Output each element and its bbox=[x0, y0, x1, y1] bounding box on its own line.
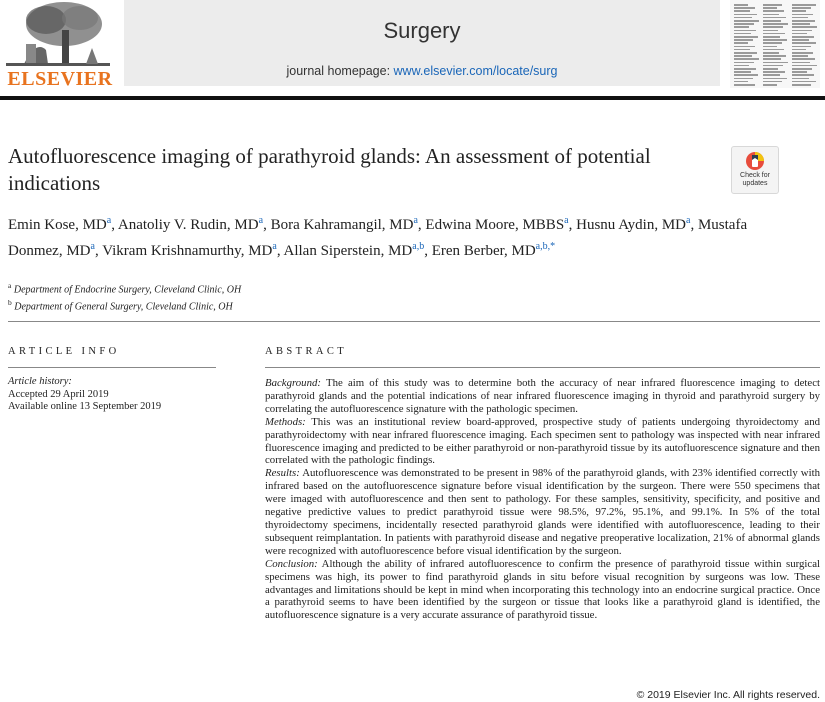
cover-text-line bbox=[734, 78, 753, 80]
abstract-heading: ABSTRACT bbox=[265, 346, 348, 357]
cover-text-line bbox=[763, 23, 788, 25]
cover-text-line bbox=[763, 10, 784, 12]
copyright-notice: © 2019 Elsevier Inc. All rights reserved. bbox=[636, 689, 820, 701]
cover-text-line bbox=[734, 55, 752, 57]
abstract-body bbox=[265, 377, 820, 622]
author-affiliation-marker[interactable]: a bbox=[686, 215, 691, 226]
cover-text-line bbox=[734, 81, 748, 83]
cover-text-line bbox=[792, 55, 808, 57]
author-affiliation-marker[interactable]: a bbox=[413, 215, 418, 226]
journal-homepage-line bbox=[124, 64, 720, 78]
cover-text-line bbox=[734, 58, 759, 60]
journal-homepage-link[interactable]: www.elsevier.com/locate/surg bbox=[393, 64, 558, 78]
cover-text-line bbox=[734, 4, 748, 6]
cover-text-line bbox=[763, 26, 783, 28]
author-separator: , bbox=[111, 217, 118, 233]
cover-text-line bbox=[792, 36, 814, 38]
cover-text-line bbox=[763, 74, 780, 76]
cover-text-line bbox=[734, 10, 750, 12]
affiliations bbox=[8, 279, 608, 314]
cover-text-line bbox=[734, 39, 753, 41]
cover-text-line bbox=[734, 42, 748, 44]
cover-text-line bbox=[734, 52, 757, 54]
affiliation-line bbox=[8, 296, 608, 313]
author-list bbox=[8, 210, 768, 262]
cover-text-line bbox=[734, 17, 752, 19]
cover-text-line bbox=[763, 58, 781, 60]
cover-text-line bbox=[792, 74, 814, 76]
cover-text-line bbox=[734, 68, 756, 70]
cover-text-line bbox=[792, 52, 813, 54]
cover-text-line bbox=[792, 20, 815, 22]
cover-text-line bbox=[763, 42, 782, 44]
elsevier-tree-logo bbox=[6, 0, 110, 70]
article-title: Autofluorescence imaging of parathyroid glands: An assessment of potential indications bbox=[8, 144, 651, 195]
author-separator: , bbox=[690, 217, 698, 233]
article-info-heading: ARTICLE INFO bbox=[8, 346, 120, 357]
cover-text-line bbox=[763, 68, 778, 70]
affiliation-marker: a bbox=[8, 281, 12, 290]
author-affiliation-marker[interactable]: a bbox=[90, 241, 95, 252]
publisher-wordmark: ELSEVIER bbox=[7, 68, 113, 90]
cover-text-line bbox=[734, 62, 754, 64]
cover-text-line bbox=[763, 7, 777, 9]
cover-text-line bbox=[734, 65, 749, 67]
cover-text-line bbox=[792, 78, 809, 80]
homepage-label: journal homepage: bbox=[286, 64, 391, 78]
cover-text-line bbox=[763, 17, 786, 19]
author-affiliation-marker[interactable]: a bbox=[106, 215, 112, 226]
conclusion-text: Although the ability of infrared autofluorescence to confirm the presence of parathyroid tissue within surgical specimens was high, its power to find parathyroid glands in situ before visual recognition by surgeons was low. These advantages and limitations should be kept in mind when incorporating this technology into an endocrine surgical practice. Once a parathyroid seems to have been identified by the surgeon or tissue that looks like a parathyroid gland is identified, the autofluorescence signature is a very accurate assurance of parathyroid tissue. bbox=[265, 557, 820, 622]
journal-masthead bbox=[0, 0, 825, 96]
cover-text-line bbox=[734, 49, 750, 51]
cover-text-line bbox=[792, 68, 812, 70]
cover-text-line bbox=[792, 23, 810, 25]
cover-text-line bbox=[763, 30, 778, 32]
cover-text-line bbox=[763, 46, 777, 48]
cover-text-line bbox=[763, 78, 787, 80]
background-label: Background: bbox=[265, 377, 321, 389]
author-name[interactable]: Bora Kahramangil, MD bbox=[270, 217, 414, 233]
author-name[interactable]: Vikram Krishnamurthy, MD bbox=[102, 243, 273, 259]
cover-text-line bbox=[763, 71, 785, 73]
cover-text-line bbox=[792, 71, 807, 73]
author-separator: , bbox=[417, 217, 426, 233]
abstract-divider bbox=[265, 367, 820, 368]
author-affiliation-marker[interactable]: a,b bbox=[412, 241, 425, 252]
methods-label: Methods: bbox=[265, 415, 306, 428]
author-name[interactable]: Edwina Moore, MBBS bbox=[425, 217, 565, 233]
author-name[interactable]: Eren Berber, MD bbox=[431, 243, 536, 259]
author-affiliation-marker[interactable]: a bbox=[272, 241, 277, 252]
cover-text-line bbox=[763, 62, 788, 64]
cover-text-line bbox=[792, 10, 806, 12]
cover-text-line bbox=[734, 71, 751, 73]
abstract-results bbox=[265, 467, 820, 557]
background-text: The aim of this study was to determine both the accuracy of near infrared fluorescence imaging to detect parathyroid glands and the potential indications of near infrared fluorescence imaging in thyroid and parathyroid surgery by correlating the autofluorescence signature with the pathologic specimen. bbox=[265, 377, 820, 415]
cover-text-line bbox=[792, 14, 813, 16]
cover-text-line bbox=[763, 55, 786, 57]
journal-title[interactable]: Surgery bbox=[383, 18, 461, 43]
cover-text-line bbox=[734, 74, 758, 76]
cover-text-line bbox=[792, 46, 811, 48]
cover-text-line bbox=[792, 84, 811, 86]
cover-text-line bbox=[763, 49, 784, 51]
cover-text-line bbox=[792, 7, 811, 9]
header-divider bbox=[0, 96, 825, 100]
cover-text-line bbox=[734, 30, 756, 32]
crossmark-icon bbox=[745, 151, 765, 171]
elsevier-logo[interactable] bbox=[2, 0, 114, 90]
abstract-methods bbox=[265, 416, 820, 468]
cover-text-line bbox=[792, 39, 809, 41]
cover-text-line bbox=[792, 17, 808, 19]
cover-text-line bbox=[792, 33, 807, 35]
abstract-conclusion bbox=[265, 558, 820, 623]
cover-text-line bbox=[734, 20, 759, 22]
available-online-date: Available online 13 September 2019 bbox=[8, 401, 162, 413]
affiliation-text: Department of General Surgery, Cleveland Clinic, OH bbox=[14, 301, 233, 313]
cover-text-line bbox=[763, 4, 782, 6]
check-for-updates-label: Check for updates bbox=[740, 172, 770, 187]
cover-text-line bbox=[763, 81, 782, 83]
author-name[interactable]: Mustafa Donmez, MD bbox=[8, 217, 748, 259]
author-affiliation-marker[interactable]: a bbox=[258, 215, 264, 226]
cover-text-line bbox=[792, 30, 812, 32]
author-affiliation-marker[interactable]: a bbox=[564, 215, 569, 226]
cover-text-line bbox=[734, 33, 751, 35]
author-name[interactable]: Emin Kose, MD bbox=[8, 217, 107, 233]
cover-text-line bbox=[792, 58, 815, 60]
cover-text-line bbox=[792, 62, 810, 64]
journal-cover-thumbnail[interactable] bbox=[730, 0, 820, 88]
journal-title-panel bbox=[124, 0, 720, 86]
article-history-label: Article history: bbox=[8, 376, 72, 387]
author-name[interactable]: Anatoliy V. Rudin, MD bbox=[117, 217, 259, 233]
cover-text-line bbox=[792, 65, 817, 67]
author-name[interactable]: Husnu Aydin, MD bbox=[576, 217, 686, 233]
cover-text-line bbox=[792, 26, 817, 28]
conclusion-label: Conclusion: bbox=[265, 557, 318, 570]
author-affiliation-marker[interactable]: a,b,* bbox=[535, 241, 556, 252]
accepted-date: Accepted 29 April 2019 bbox=[8, 388, 109, 400]
affiliation-marker: b bbox=[8, 298, 12, 308]
cover-text-line bbox=[763, 52, 779, 54]
cover-text-line bbox=[734, 7, 755, 9]
cover-text-line bbox=[734, 46, 755, 48]
author-name[interactable]: Allan Siperstein, MD bbox=[283, 243, 413, 259]
results-text: Autofluorescence was demonstrated to be present in 98% of the parathyroid glands, with 23% identified correctly with infrared based on the autofluorescence signature before visual identification by the surgeon. There were 550 specimens that were imaged with autofluorescence and then sent to pathology. For these samples, sensitivity, specificity, and positive and negative predictive values to predict parathyroid tissue were 98.5%, 97.2%, 95.1%, and 99.1%. In 5% of the total thyroidectomy specimens, incidentally resected parathyroid glands were identified with autofluorescence, leading to their subsequent reimplantation. In patients with parathyroid disease and negative preoperative localization, 21% of abnormal glands were recognized with autofluorescence before visual identification by the surgeon. bbox=[265, 467, 820, 557]
author-separator: , bbox=[263, 217, 271, 233]
cover-text-line bbox=[792, 4, 816, 6]
author-separator: , bbox=[94, 243, 103, 259]
cover-text-line bbox=[763, 14, 779, 16]
cover-text-line bbox=[763, 20, 781, 22]
cover-text-line bbox=[792, 49, 806, 51]
author-separator: , bbox=[276, 243, 284, 259]
article-history bbox=[8, 376, 228, 414]
cover-text-line bbox=[734, 36, 758, 38]
cover-text-line bbox=[734, 84, 755, 86]
abstract-background bbox=[265, 377, 820, 416]
author-separator: , bbox=[424, 243, 432, 259]
author-separator: , bbox=[568, 217, 577, 233]
methods-text: This was an institutional review board-approved, prospective study of patients undergoing thyroidectomy and parathyroidectomy with near infrared fluorescence imaging. Each specimen sent to pathology was inspected with near infrared fluorescence imaging and predicted to be either parathyroid or non-parathyroid tissue by its autofluorescence signature and then correlated with the pathologic findings. bbox=[265, 415, 820, 467]
affiliation-text: Department of Endocrine Surgery, Cleveland Clinic, OH bbox=[13, 284, 242, 296]
check-for-updates-button[interactable] bbox=[731, 146, 779, 194]
cover-text-line bbox=[792, 81, 816, 83]
cover-text-line bbox=[734, 23, 754, 25]
cover-text-line bbox=[763, 84, 777, 86]
cover-text-line bbox=[763, 39, 787, 41]
article-info-divider bbox=[8, 367, 216, 368]
cover-text-line bbox=[792, 42, 816, 44]
cover-text-line bbox=[763, 65, 783, 67]
cover-text-line bbox=[734, 14, 757, 16]
cover-text-line bbox=[763, 36, 780, 38]
affiliation-line bbox=[8, 279, 608, 296]
cover-text-line bbox=[734, 26, 749, 28]
title-divider bbox=[8, 321, 820, 322]
results-label: Results: bbox=[265, 467, 300, 480]
cover-text-line bbox=[763, 33, 785, 35]
